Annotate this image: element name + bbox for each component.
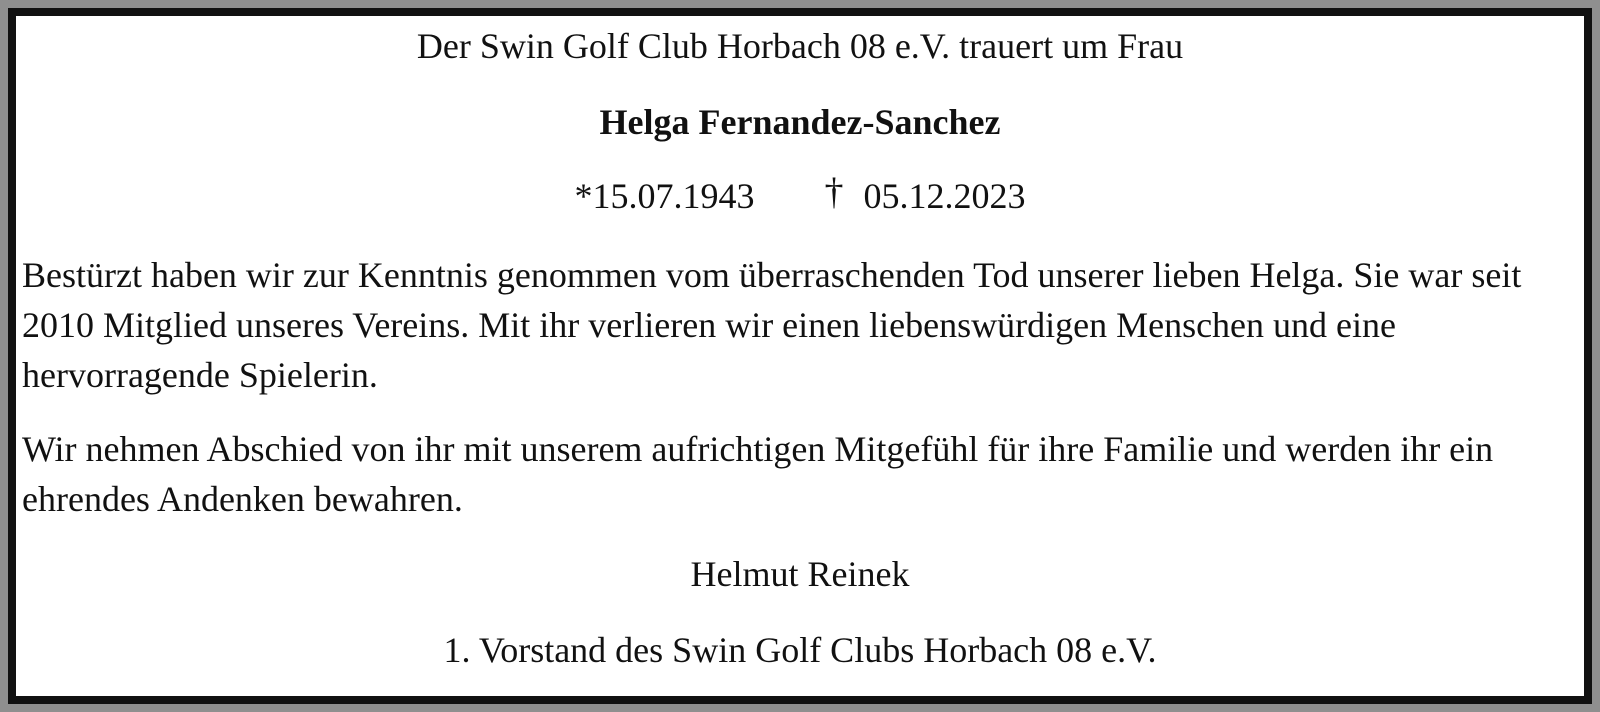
birth-date: *15.07.1943 <box>574 176 755 216</box>
condolence-paragraph-2: Wir nehmen Abschied von ihr mit unserem aufrichtigen Mitgefühl für ihre Familie und werden ihr ein ehrendes Andenken bewahren. <box>22 429 1494 519</box>
intro-line: Der Swin Golf Club Horbach 08 e.V. trauert um Frau <box>416 26 1184 66</box>
life-dates <box>22 171 1578 218</box>
signer-role: 1. Vorstand des Swin Golf Clubs Horbach 08 e.V. <box>443 630 1157 670</box>
obituary-notice <box>16 16 1584 696</box>
condolence-paragraph-1: Bestürzt haben wir zur Kenntnis genommen vom überraschenden Tod unserer lieben Helga. Sie war seit 2010 Mitglied unseres Vereins. Mit ihr verlieren wir einen liebenswürdigen Menschen und eine hervorragende Spielerin. <box>22 255 1522 395</box>
black-border <box>8 8 1592 704</box>
deceased-name: Helga Fernandez-Sanchez <box>599 102 1001 142</box>
signer-name: Helmut Reinek <box>690 554 910 594</box>
death-date: 05.12.2023 <box>863 176 1026 216</box>
cross-icon: † <box>824 171 844 213</box>
